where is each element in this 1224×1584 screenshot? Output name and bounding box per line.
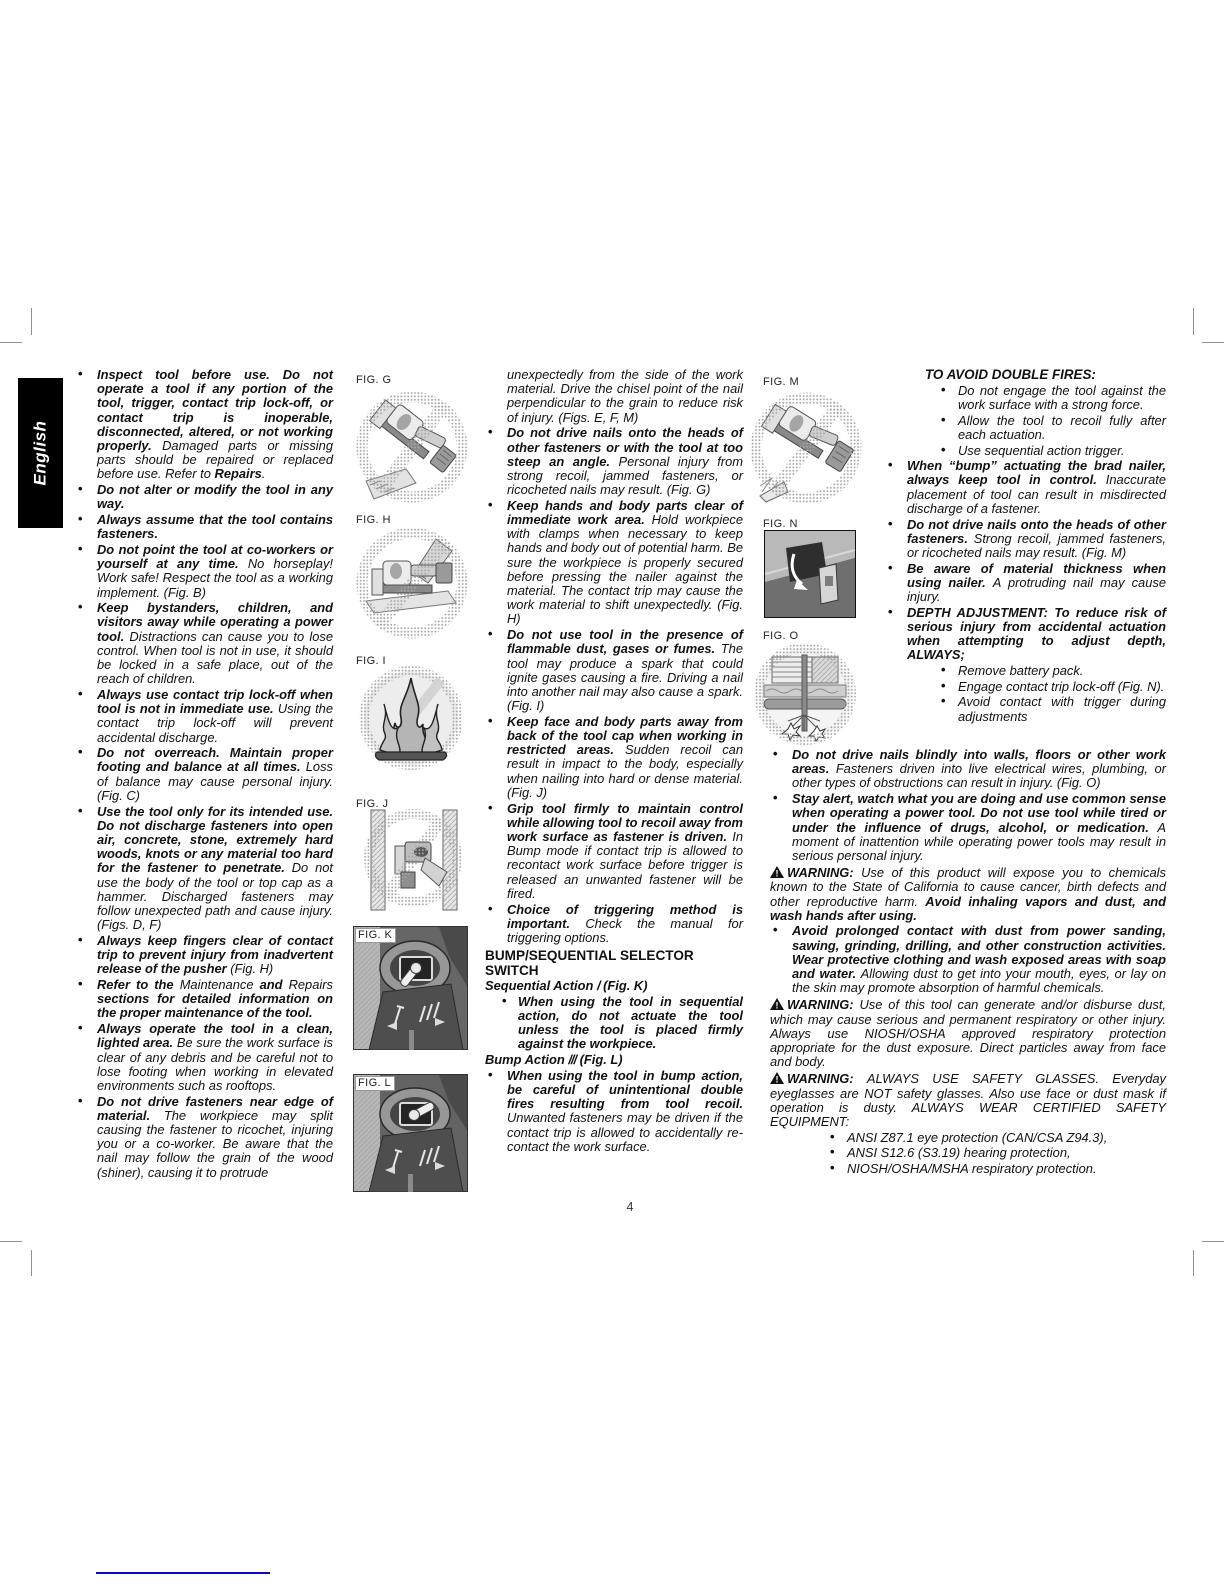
text-segment: Inspect tool before use. Do not operate a tool if any portion of the tool, trigger, contact trip lock-off, or contact trip is inoperable, disconnected, altered, or not working properly. — [97, 367, 333, 454]
safety-bullet — [485, 426, 743, 497]
bullet-marker: • — [773, 790, 778, 806]
bullet-marker: • — [888, 559, 893, 575]
safety-bullet — [75, 1092, 333, 1180]
text-segment: Loss of balance may cause personal injury. (Fig. C) — [97, 759, 333, 803]
fig-l-label: FIG. L — [355, 1076, 395, 1091]
bullet-marker: • — [78, 1092, 83, 1108]
text-segment: DEPTH ADJUSTMENT: To reduce risk of serious injury from accidental actuation when attempting to adjust depth, ALWAYS; — [907, 604, 1166, 663]
bullet-marker: • — [488, 1066, 493, 1082]
bullet-marker: • — [941, 677, 946, 693]
sub-bullet — [885, 695, 1166, 723]
bullet-marker: • — [488, 626, 493, 642]
text-segment: and — [259, 977, 289, 993]
fig-o-label: FIG. O — [763, 630, 799, 642]
safety-bullet — [75, 685, 333, 745]
safety-bullet — [75, 483, 333, 511]
text-segment: Maintenance — [179, 977, 260, 993]
continuation-paragraph — [485, 368, 743, 425]
bullet-marker: • — [888, 515, 893, 531]
safety-bullet — [770, 748, 1166, 791]
language-tab — [18, 378, 63, 528]
bullet-marker: • — [78, 744, 83, 760]
fig-h — [356, 525, 468, 648]
fig-l — [353, 1074, 468, 1197]
text-segment: Remove battery pack. — [958, 663, 1084, 679]
fig-j-illustration — [357, 808, 469, 912]
safety-bullet — [75, 540, 333, 600]
section-heading — [485, 948, 700, 978]
text-segment: In Bump mode if contact trip is allowed to recontact work surface before trigger is released an unwanted fastener will be fired. — [507, 829, 743, 901]
sub-heading — [485, 979, 743, 993]
fig-m-illustration — [748, 388, 864, 510]
bullet-marker: • — [78, 976, 83, 992]
text-segment: Do not drive fasteners near edge of material. — [97, 1093, 333, 1123]
safety-column-2 — [485, 368, 743, 1156]
fig-m — [748, 388, 864, 515]
text-segment: TO AVOID DOUBLE FIRES: — [925, 367, 1096, 382]
bullet-marker: • — [888, 603, 893, 619]
text-segment: Keep bystanders, children, and visitors away while operating a power tool. — [97, 600, 333, 644]
text-segment: Avoid contact with trigger during adjustments — [958, 694, 1166, 724]
text-segment: (Fig. H) — [230, 961, 274, 977]
text-segment: Repairs — [288, 977, 333, 993]
crop-mark — [0, 342, 22, 343]
text-segment: ALWAYS USE SAFETY GLASSES. Everyday eyeglasses are NOT safety glasses. Also use face or dust mask if operation is dusty. ALWAYS WEAR CERTIFIED SAFETY EQUIPMENT: — [770, 1071, 1166, 1130]
safety-bullet — [885, 515, 1166, 561]
sub-bullet — [885, 677, 1166, 694]
bullet-marker: • — [830, 1160, 835, 1176]
bullet-marker: • — [941, 441, 946, 457]
safety-bullet — [75, 513, 333, 541]
text-segment: Allow the tool to recoil fully after each actuation. — [958, 412, 1166, 442]
warning-paragraph — [770, 1072, 1166, 1129]
text-segment: The workpiece may split causing the fastener to ricochet, injuring you or a co-worker. Be aware that the nail may follow the grain of the wood (shiner), causing it to protrude — [97, 1107, 333, 1180]
warning-triangle-icon — [770, 998, 784, 1010]
fig-i — [357, 666, 465, 775]
bullet-marker: • — [830, 1128, 835, 1144]
sub-bullet — [885, 411, 1166, 442]
text-segment: The tool may produce a spark that could ignite gases causing a fire. Driving a nail into another nail may also cause a spark. (Fig. I) — [507, 641, 743, 714]
text-segment: /// — [568, 1052, 577, 1068]
text-segment: (Fig. L) — [576, 1052, 623, 1068]
bullet-marker: • — [488, 712, 493, 728]
text-segment: When using the tool in sequential action, do not actuate the tool unless the tool is placed firmly against the workpiece. — [518, 993, 743, 1052]
text-segment: Allowing dust to get into your mouth, eyes, or lay on the skin may promote absorption of harmful chemicals. — [792, 966, 1166, 996]
bullet-marker: • — [830, 1144, 835, 1160]
text-segment: Strong recoil, jammed fasteners, or ricocheted nails may result. (Fig. M) — [907, 530, 1166, 560]
safety-bullet — [485, 496, 743, 627]
sub-bullet — [770, 1128, 1166, 1145]
fig-j — [357, 808, 469, 917]
text-segment: Do not drive nails onto the heads of other fasteners. — [907, 516, 1166, 546]
bullet-marker: • — [78, 540, 83, 556]
safety-bullet — [75, 978, 333, 1021]
sub-bullet — [770, 1162, 1166, 1176]
safety-bullet — [75, 802, 333, 933]
text-segment: Be aware of material thickness when using nailer. — [907, 560, 1166, 590]
fig-n-label: FIG. N — [763, 518, 798, 530]
text-segment: Inaccurate placement of tool can result in misdirected discharge of a fastener. — [907, 472, 1166, 516]
safety-bullet — [770, 792, 1166, 863]
fig-i-flames-illustration — [357, 666, 465, 770]
column-heading — [925, 368, 1166, 382]
fig-o-illustration — [752, 641, 858, 747]
text-segment: Keep hands and body parts clear of immediate work area. — [507, 497, 743, 528]
fig-k-label: FIG. K — [355, 928, 396, 943]
fig-h-illustration — [356, 525, 468, 643]
text-segment: Sudden recoil can result in impact to the body, especially when nailing into hard or dense material. (Fig. J) — [507, 742, 743, 800]
bullet-marker: • — [488, 799, 493, 815]
text-segment: (Fig. K) — [599, 978, 648, 994]
bullet-marker: • — [78, 931, 83, 947]
text-segment: When “bump” actuating the brad nailer, always keep tool in control. — [907, 458, 1166, 488]
text-segment: Damaged parts or missing parts should be repaired or replaced before use. Refer to — [97, 438, 334, 482]
safety-bullet — [485, 628, 743, 713]
text-segment: Engage contact trip lock-off (Fig. N). — [958, 678, 1165, 694]
text-segment: unexpectedly from the side of the work material. Drive the chisel point of the nail perpendicular to the grain to reduce risk of injury. (Figs. E, F, M) — [507, 367, 743, 425]
text-segment: Sequential Action — [485, 978, 597, 994]
fig-l-switch-photo — [353, 1074, 468, 1192]
svg-text:!: ! — [775, 1000, 779, 1011]
text-segment: Grip tool firmly to maintain control while allowing tool to recoil away from work surface as fastener is driven. — [507, 800, 743, 844]
bullet-marker: • — [888, 457, 893, 473]
text-segment: ANSI S12.6 (S3.19) hearing protection, — [847, 1145, 1071, 1161]
safety-bullet — [75, 1022, 333, 1093]
safety-bullet — [75, 368, 333, 482]
safety-bullet — [485, 712, 743, 800]
text-segment: Avoid inhaling vapors and dust, and wash hands after using. — [770, 893, 1166, 923]
fig-g-label: FIG. G — [356, 374, 392, 386]
fig-n-lockoff-photo — [764, 530, 856, 618]
text-segment: Avoid prolonged contact with dust from power sanding, sawing, grinding, drilling, and other construction activities. Wear protective clothing and wash exposed areas with soap and water. — [792, 923, 1166, 982]
crop-mark — [0, 1241, 22, 1242]
page-number: 4 — [626, 1200, 634, 1214]
bullet-marker: • — [773, 922, 778, 938]
text-segment: Do not overreach. Maintain proper footing and balance at all times. — [97, 745, 333, 775]
fig-n — [764, 530, 856, 623]
bullet-marker: • — [78, 802, 83, 818]
safety-column-4-wide — [770, 748, 1166, 1178]
text-segment: Choice of triggering method is important. — [507, 901, 743, 931]
safety-bullet — [485, 799, 743, 901]
warning-triangle-icon — [770, 1072, 784, 1084]
warning-triangle-icon — [770, 866, 784, 878]
fig-k-switch-photo — [353, 926, 468, 1050]
text-segment: When using the tool in bump action, be careful of unintentional double fires resulting from tool recoil. — [507, 1067, 743, 1112]
safety-bullet — [885, 559, 1166, 605]
safety-bullet — [75, 601, 333, 686]
text-segment: Always use contact trip lock-off when tool is not in immediate use. — [97, 686, 333, 717]
sub-heading — [485, 1053, 743, 1067]
safety-bullet — [75, 931, 333, 977]
text-segment: ANSI Z87.1 eye protection (CAN/CSA Z94.3), — [847, 1129, 1108, 1145]
bullet-marker: • — [78, 481, 83, 497]
text-segment: Hold workpiece with clamps when necessary to keep hands and body out of potential harm. Be sure the workpiece is properly secured before pressing the nailer against the material. The contact trip may cause the work material to shift unexpectedly. (Fig. H) — [507, 512, 743, 627]
bullet-marker: • — [488, 496, 493, 512]
safety-bullet — [885, 459, 1166, 516]
safety-bullet — [485, 900, 743, 946]
bullet-marker: • — [78, 366, 83, 381]
text-segment: Use of this product will expose you to chemicals known to the State of California to cause cancer, birth defects and other reproductive harm. — [770, 865, 1166, 909]
print-registration-line — [96, 1572, 270, 1574]
crop-mark — [1193, 308, 1194, 335]
text-segment: WARNING: — [787, 997, 860, 1013]
text-segment: Refer to the — [97, 977, 180, 993]
text-segment: Always operate the tool in a clean, lighted area. — [97, 1021, 333, 1051]
text-segment: NIOSH/OSHA/MSHA respiratory protection. — [847, 1161, 1097, 1177]
text-segment: . — [261, 466, 266, 482]
fig-o — [752, 641, 858, 752]
text-segment: Using the contact trip lock-off will prevent accidental discharge. — [97, 701, 333, 745]
text-segment: Do not alter or modify the tool in any way. — [97, 482, 333, 512]
fig-h-label: FIG. H — [356, 514, 391, 526]
safety-bullet — [75, 746, 333, 803]
language-tab-label: English — [30, 420, 50, 486]
text-segment: A moment of inattention while operating power tools may result in serious personal injury. — [792, 819, 1166, 863]
text-segment: A protruding nail may cause injury. — [907, 574, 1166, 605]
text-segment: WARNING: — [787, 865, 862, 881]
text-segment: WARNING: — [787, 1071, 867, 1087]
sub-bullet — [885, 664, 1166, 678]
safety-bullet — [485, 1066, 743, 1154]
text-segment: sections for detailed information on the proper maintenance of the tool. — [97, 991, 333, 1021]
text-segment: Do not use the body of the tool or top cap as a hammer. Discharged fasteners may follow unexpected path and cause injury. (Figs. D, F) — [97, 860, 333, 933]
text-segment: Distractions can cause you to lose control. When tool is not in use, it should be locked in a safe place, out of the reach of children. — [97, 628, 333, 687]
text-segment: Repairs — [214, 466, 262, 482]
text-segment: Unwanted fasteners may be driven if the contact trip is allowed to accidentally re-contact the work surface. — [507, 1110, 743, 1154]
safety-bullet — [770, 924, 1166, 995]
bullet-marker: • — [78, 511, 83, 527]
text-segment: No horseplay! Work safe! Respect the tool as a working implement. (Fig. B) — [97, 556, 333, 600]
bullet-marker: • — [941, 411, 946, 427]
text-segment: Do not point the tool at co-workers or yourself at any time. — [97, 541, 333, 572]
svg-text:!: ! — [775, 1074, 779, 1085]
text-segment: Keep face and body parts away from back of the tool cap when working in restricted areas. — [507, 713, 743, 758]
bullet-marker: • — [941, 693, 946, 709]
sub-bullet — [885, 381, 1166, 412]
text-segment: Fasteners driven into live electrical wires, plumbing, or other types of obstructions can result in injury. (Fig. O) — [792, 761, 1166, 791]
text-segment: BUMP/SEQUENTIAL SELECTOR SWITCH — [485, 948, 694, 979]
bullet-marker: • — [773, 746, 778, 761]
warning-paragraph — [770, 998, 1166, 1069]
sub-bullet — [885, 441, 1166, 458]
text-segment: / — [596, 978, 600, 994]
bullet-marker: • — [941, 381, 946, 397]
text-segment: Do not engage the tool against the work surface with a strong force. — [958, 382, 1166, 412]
text-segment: Do not drive nails blindly into walls, floors or other work areas. — [792, 747, 1166, 777]
text-segment: Bump Action — [485, 1052, 569, 1068]
crop-mark — [1193, 1250, 1194, 1276]
bullet-marker: • — [488, 900, 493, 916]
bullet-marker: • — [941, 662, 946, 678]
bullet-marker: • — [78, 685, 83, 701]
text-segment: Use sequential action trigger. — [958, 442, 1125, 458]
bullet-marker: • — [78, 1020, 83, 1036]
fig-g-illustration — [356, 385, 468, 511]
text-segment: Use the tool only for its intended use. Do not discharge fasteners into open air, concrete, stone, extremely hard woods, knots or any material too hard for the fastener to penetrate. — [97, 803, 333, 876]
text-segment: Do not drive nails onto the heads of other fasteners or with the tool at too steep an angle. — [507, 425, 743, 469]
safety-column-3 — [885, 368, 1166, 725]
text-segment: Always keep fingers clear of contact trip to prevent injury from inadvertent release of the pusher — [97, 932, 333, 977]
fig-k — [353, 926, 468, 1055]
fig-j-label: FIG. J — [356, 798, 389, 810]
text-segment: Always assume that the tool contains fasteners. — [97, 512, 333, 542]
text-segment: Personal injury from strong recoil, jammed fasteners, or ricocheted nails may result. (Fig. G) — [507, 453, 744, 498]
sub-bullet — [485, 992, 743, 1052]
safety-bullet — [885, 603, 1166, 663]
text-segment: Do not use tool in the presence of flammable dust, gases or fumes. — [507, 627, 743, 657]
crop-mark — [31, 308, 32, 335]
bullet-marker: • — [78, 599, 83, 615]
text-segment: Be sure the work surface is clear of any debris and be careful not to lose footing when working in elevated environments such as rooftops. — [97, 1035, 334, 1093]
fig-g — [356, 385, 468, 516]
safety-column-1 — [75, 368, 333, 1181]
text-segment: Check the manual for triggering options. — [507, 915, 743, 945]
bullet-marker: • — [502, 992, 507, 1008]
bullet-marker: • — [488, 424, 493, 440]
sub-bullet — [770, 1146, 1166, 1160]
fig-i-label: FIG. I — [356, 655, 386, 667]
warning-paragraph — [770, 866, 1166, 923]
crop-mark — [1202, 342, 1224, 343]
crop-mark — [31, 1250, 32, 1276]
text-segment: Use of this tool can generate and/or disburse dust, which may cause serious and permanent respiratory or other injury. Always use NIOSH/OSHA approved respiratory protection appropriate for the dust exposure. Direct particles away from face and body. — [770, 997, 1166, 1070]
svg-text:!: ! — [775, 868, 779, 879]
fig-m-label: FIG. M — [763, 376, 800, 388]
text-segment: Stay alert, watch what you are doing and use common sense when operating a power tool. Do not use tool while tired or under the influence of drugs, alcohol, or medication. — [792, 791, 1166, 835]
crop-mark — [1202, 1241, 1224, 1242]
